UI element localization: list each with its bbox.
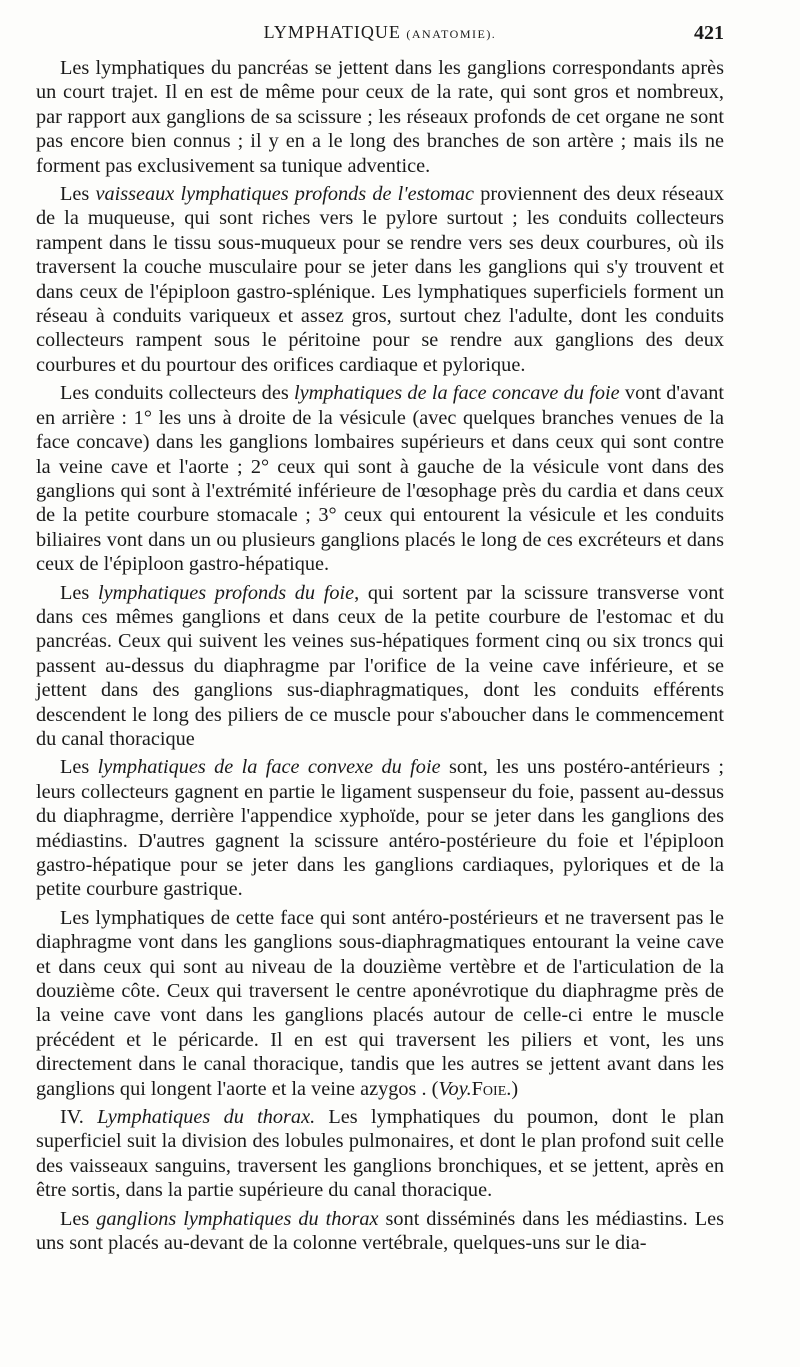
paragraph-text: Les conduits collecteurs des — [60, 382, 294, 405]
running-header — [36, 22, 724, 52]
paragraph — [36, 182, 724, 377]
paragraph-text: vont d'avant en arrière : 1° les uns à droite de la vésicule (avec quelques branches venues de la face concave) dans les ganglions lombaires supérieurs et dans ceux qui sont contre la veine cave et l'aorte ; 2° ceux qui sont à gauche de la vésicule vont dans des ganglions qui sont à l'extrémité inférieure de l'œsophage près du cardia et dans ceux de la petite courbure stomacale ; 3° ceux qui entourent la vésicule et les conduits biliaires vont dans un ou plusieurs ganglions placés le long de ces excréteurs et dans ceux de l'épiploon gastro-hépatique. — [36, 382, 724, 576]
paragraph-text: ) — [511, 1077, 519, 1100]
paragraph — [36, 1207, 724, 1256]
running-title — [36, 22, 724, 43]
body-text — [36, 56, 724, 1260]
italic-text: ganglions lymphatiques du thorax — [96, 1207, 379, 1230]
header-title: LYMPHATIQUE — [263, 22, 401, 42]
paragraph-text: Les lymphatiques de cette face qui sont antéro-postérieurs et ne traversent pas le diaphragme vont dans les ganglions sous-diaphragmatiques entourant la veine cave et dans ceux qui sont au niveau de la douzième vertèbre et de l'articulation de la douzième côte. Ceux qui traversent le centre aponévrotique du diaphragme près de la veine cave vont dans les ganglions placés autour de celle-ci entre le muscle précédent et le péricarde. Il en est qui traversent les piliers et vont, les uns directement dans le canal thoracique, tandis que les autres se jettent avant dans les ganglions qui longent l'aorte et la veine azygos . ( — [36, 906, 724, 1100]
paragraph — [36, 1105, 724, 1203]
paragraph-text: Les — [60, 183, 96, 206]
paragraph — [36, 56, 724, 178]
italic-text: Lymphatiques du thorax. — [97, 1106, 316, 1129]
italic-text: Voy. — [438, 1077, 472, 1100]
paragraph — [36, 906, 724, 1101]
paragraph-text: Les — [60, 581, 98, 604]
italic-text: lymphatiques de la face convexe du foie — [97, 756, 441, 779]
paragraph-text: Les — [60, 1207, 97, 1230]
page-number: 421 — [694, 22, 724, 44]
paragraph-text: sont disséminés dans les médiastins. Les uns sont placés au-devant de la colonne vertébrale, quelques-uns sur le dia- — [36, 1207, 724, 1255]
paragraph-text: proviennent des deux réseaux de la muqueuse, qui sont riches vers le pylore surtout ; les conduits collecteurs rampent dans le tissu sous-muqueux pour se rendre vers ses deux courbures, où ils traversent la couche musculaire pour se jeter dans les ganglions qui s'y trouvent et dans ceux de l'épiploon gastro-splénique. Les lymphatiques superficiels forment un réseau à conduits variqueux et assez gros, surtout chez l'adulte, dont les conduits collecteurs rampent sous le péritoine pour se rendre aux ganglions des deux courbures et du pourtour des orifices cardiaque et pylorique. — [36, 183, 724, 376]
italic-text: vaisseaux lymphatiques profonds de l'estomac — [95, 183, 475, 206]
header-subtitle: (ANATOMIE). — [406, 27, 497, 41]
paragraph-text: , qui sortent par la scissure transverse vont dans ces mêmes ganglions et dans ceux de la petite courbure de l'estomac et du pancréas. Ceux qui suivent les veines sus-hépatiques forment cinq ou six troncs qui passent au-dessus du diaphragme par l'orifice de la veine cave inférieure, et se jettent dans des ganglions sus-diaphragmatiques, dont les conduits efférents descendent le long des piliers de ce muscle pour s'aboucher dans le commencement du canal thoracique — [36, 581, 724, 750]
italic-text: lymphatiques de la face concave du foie — [294, 382, 620, 405]
paragraph — [36, 755, 724, 901]
paragraph-text: sont, les uns postéro-antérieurs ; leurs collecteurs gagnent en partie le ligament suspenseur du foie, passent au-dessus du diaphragme, derrière l'appendice xyphoïde, pour se jeter dans les ganglions des médiastins. D'autres gagnent la scissure antéro-postérieure du foie et l'épiploon gastro-hépatique pour se jeter dans les ganglions cardiaques, pyloriques et de la petite courbure gastrique. — [36, 756, 724, 901]
paragraph-text: Les — [60, 756, 98, 779]
small-caps-text: Foie. — [471, 1077, 512, 1100]
paragraph-text: IV. — [60, 1106, 98, 1129]
paragraph — [36, 581, 724, 752]
paragraph-text: Les lymphatiques du pancréas se jettent dans les ganglions correspondants après un court trajet. Il en est de même pour ceux de la rate, qui sont gros et nombreux, par rapport aux ganglions de sa scissure ; les réseaux profonds de cet organe ne sont pas encore bien connus ; il y en a le long des branches de son artère ; mais ils ne forment pas exclusivement sa tunique adventice. — [36, 57, 724, 177]
paragraph-text: Les lymphatiques du poumon, dont le plan superficiel suit la division des lobules pulmonaires, et dont le plan profond suit celle des vaisseaux sanguins, traversent les ganglions bronchiques, et se jettent, après en être sortis, dans la partie supérieure du canal thoracique. — [36, 1106, 724, 1202]
italic-text: lymphatiques profonds du foie — [97, 581, 355, 604]
paragraph — [36, 381, 724, 576]
